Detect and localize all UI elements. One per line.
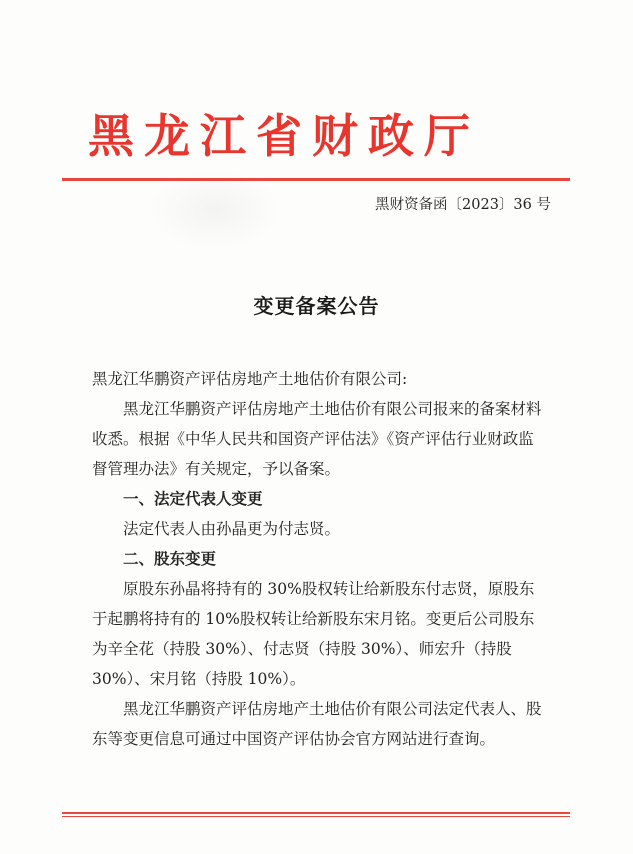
intro-paragraph: 黑龙江华鹏资产评估房地产土地估价有限公司报来的备案材料收悉。根据《中华人民共和国资产评估法》《资产评估行业财政监督管理办法》有关规定，予以备案。 xyxy=(92,400,542,478)
document-title: 变更备案公告 xyxy=(253,294,380,318)
addressee-line: 黑龙江华鹏资产评估房地产土地估价有限公司: xyxy=(92,370,408,388)
faded-seal-mark xyxy=(150,170,280,250)
section-text-shareholders: 原股东孙晶将持有的 30%股权转让给新股东付志贤，原股东于起鹏将持有的 10%股权转让给新股东宋月铭。变更后公司股东为辛全花（持股 30%）、付志贤（持股 30%）、师宏升（持股 30%）、宋月铭（持股 10%）。 xyxy=(92,580,535,688)
section-heading-legal-rep: 一、法定代表人变更 xyxy=(123,489,263,508)
masthead-red-rule xyxy=(62,178,570,181)
document-body xyxy=(92,394,544,754)
document-number: 黑财资备函〔2023〕36 号 xyxy=(375,197,551,213)
section-heading-shareholders: 二、股东变更 xyxy=(123,549,217,568)
closing-paragraph: 黑龙江华鹏资产评估房地产土地估价有限公司法定代表人、股东等变更信息可通过中国资产评估协会官方网站进行查询。 xyxy=(92,700,542,748)
section-text-legal-rep: 法定代表人由孙晶更为付志贤。 xyxy=(123,520,341,538)
footer-red-rule xyxy=(62,812,570,814)
masthead-title: 黑龙江省财政厅 xyxy=(88,109,480,163)
footer-red-rule-thin xyxy=(62,816,570,817)
